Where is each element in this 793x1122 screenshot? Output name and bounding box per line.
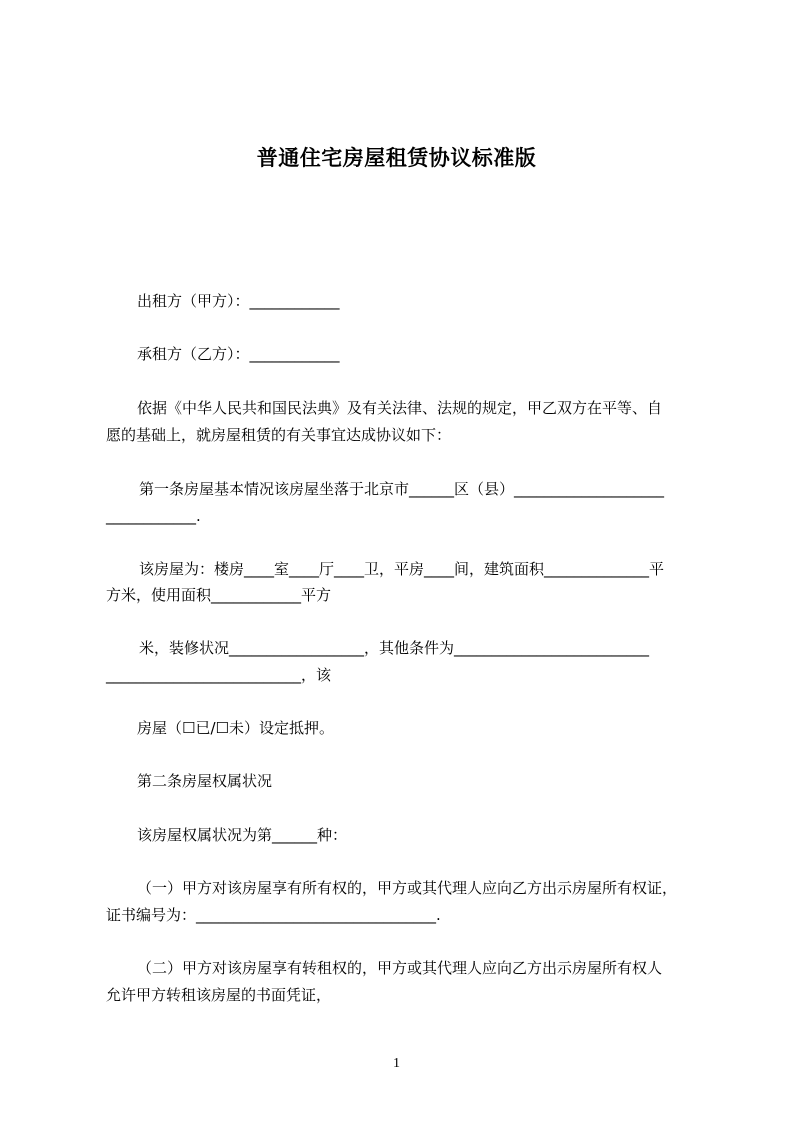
clause-2-line-2: 允许甲方转租该房屋的书面凭证， — [106, 986, 332, 1004]
house-type-line-1: 该房屋为：楼房____室____厅____卫，平房____间，建筑面积______________平 — [139, 560, 665, 578]
clause-1-line-1: （一）甲方对该房屋享有所有权的，甲方或其代理人应向乙方出示房屋所有权证， — [137, 879, 678, 897]
preamble-line-1: 依据《中华人民共和国民法典》及有关法律、法规的规定，甲乙双方在平等、自 — [137, 399, 663, 417]
clause-1-line-2: 证书编号为：________________________________. — [106, 906, 441, 924]
decoration-line-2: __________________________，该 — [106, 666, 332, 684]
lessee-line: 承租方（乙方）：____________ — [137, 345, 340, 363]
document-title: 普通住宅房屋租赁协议标准版 — [256, 146, 537, 170]
preamble-line-2: 愿的基础上，就房屋租赁的有关事宜达成协议如下： — [106, 426, 452, 444]
article-1-line-1: 第一条房屋基本情况该房屋坐落于北京市______区（县）____________________ — [139, 480, 665, 498]
page-number: 1 — [393, 1056, 400, 1071]
lessor-line: 出租方（甲方）：____________ — [137, 292, 340, 310]
house-type-line-2: 方米，使用面积____________平方 — [106, 586, 332, 604]
mortgage-line: 房屋（☐已/☐未）设定抵押。 — [137, 719, 334, 737]
article-2-heading: 第二条房屋权属状况 — [137, 772, 273, 790]
clause-2-line-1: （二）甲方对该房屋享有转租权的，甲方或其代理人应向乙方出示房屋所有权人 — [137, 959, 663, 977]
ownership-status-line: 该房屋权属状况为第______种： — [137, 826, 348, 844]
article-1-line-2: ____________. — [106, 507, 201, 525]
decoration-line-1: 米，装修状况__________________，其他条件为__________________________ — [139, 639, 650, 657]
